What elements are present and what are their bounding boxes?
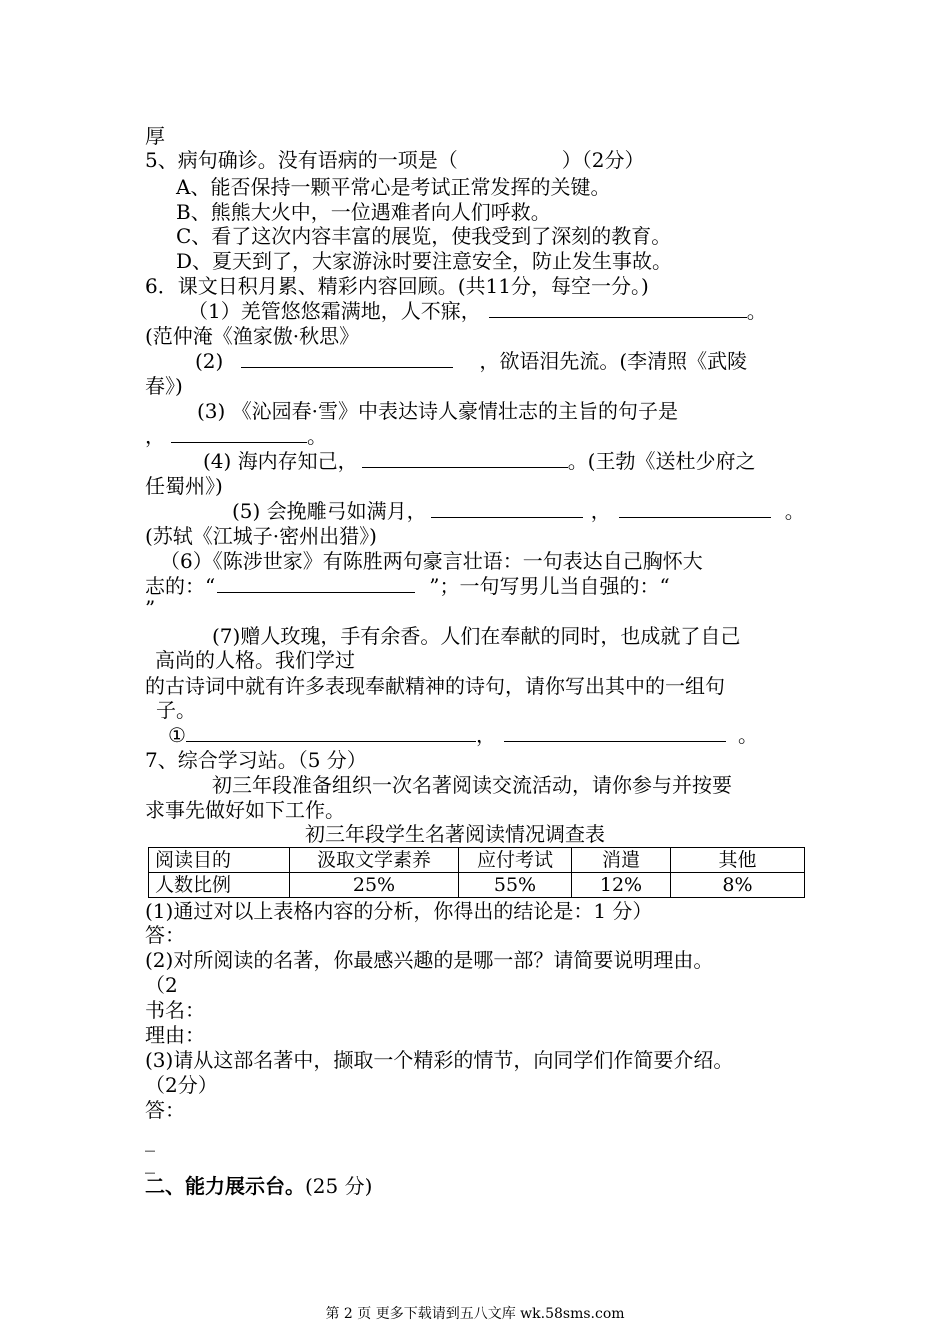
q6-7-cont: 高尚的人格。我们学过 [155, 648, 355, 672]
q6-item-4 [203, 449, 756, 473]
question-6-stem: 6．课文日积月累、精彩内容回顾。(共11分，每空一分。) [145, 274, 649, 298]
answer-blank[interactable] [362, 449, 568, 468]
table-cell: 其他 [671, 848, 805, 873]
table-caption: 初三年段学生名著阅读情况调查表 [305, 822, 605, 846]
answer-label: 答： [145, 923, 185, 947]
question-5-stem [145, 148, 644, 172]
q6-7-cont2: 的古诗词中就有许多表现奉献精神的诗句，请你写出其中的一组句 [145, 674, 725, 698]
q7-sub-3: (3)请从这部名著中，撷取一个精彩的情节，向同学们作简要介绍。 [145, 1048, 734, 1072]
line-fragment: 厚 [145, 124, 165, 148]
q6-5-text: (5) 会挽雕弓如满月， [232, 499, 427, 523]
q6-6-text: 志的：“ [145, 574, 216, 598]
q6-5-comma: ， [590, 499, 611, 523]
q6-4-text: (4) 海内存知己， [203, 449, 358, 473]
q6-item-3: (3) 《沁园春·雪》中表达诗人豪情壮志的主旨的句子是 [197, 399, 679, 423]
answer-blank[interactable] [186, 723, 476, 742]
q6-item-5 [232, 499, 805, 523]
q7-sub-1: (1)通过对以上表格内容的分析，你得出的结论是：1 分） [145, 899, 653, 923]
q6-7-cont3: 子。 [156, 698, 196, 722]
answer-blank[interactable] [504, 723, 726, 742]
q7-sub-3-score: （2分） [145, 1073, 218, 1097]
answer-blank[interactable] [171, 424, 307, 443]
q6-2-num: (2) [195, 349, 224, 373]
q6-1-end: 。 [746, 299, 767, 323]
q6-7-comma: ， [475, 723, 496, 747]
answer-blank[interactable] [241, 349, 453, 368]
table-cell: 25% [290, 873, 459, 898]
q6-5-source: (苏轼《江城子·密州出猎》) [145, 524, 377, 548]
q6-1-source: (范仲淹《渔家傲·秋思》 [145, 324, 360, 348]
q6-item-6: （6）《陈涉世家》有陈胜两句豪言壮语：一句表达自己胸怀大 [160, 549, 703, 573]
answer-blank[interactable] [619, 499, 771, 518]
table-cell: 55% [459, 873, 572, 898]
q6-4-source-cont: 任蜀州》) [145, 474, 223, 498]
table-cell: 8% [671, 873, 805, 898]
circled-one: ① [168, 723, 186, 747]
book-name-label: 书名： [145, 998, 205, 1022]
q6-6-answer [145, 574, 670, 598]
answer-blank[interactable] [217, 574, 415, 593]
q6-6-text2: ”；一句写男儿当自强的：“ [429, 574, 670, 598]
survey-table [148, 847, 805, 898]
q6-item-7: (7)赠人玫瑰，手有余香。人们在奉献的同时，也成就了自己 [212, 624, 741, 648]
table-cell: 应付考试 [459, 848, 572, 873]
q6-7-answer [168, 723, 758, 747]
reason-label: 理由： [145, 1023, 205, 1047]
q6-7-end: 。 [737, 723, 758, 747]
q6-item-2 [195, 349, 747, 373]
q6-6-close-quote: ” [145, 596, 156, 620]
q6-2-source: 春》) [145, 374, 183, 398]
table-cell: 12% [572, 873, 671, 898]
answer-label: 答： [145, 1098, 185, 1122]
table-cell: 消遣 [572, 848, 671, 873]
section-2-score: (25 分) [305, 1174, 373, 1198]
q6-3-comma: ， [145, 424, 165, 448]
option-d: D、夏天到了，大家游泳时要注意安全，防止发生事故。 [176, 249, 673, 273]
q6-2-text: ，欲语泪先流。(李清照《武陵 [479, 349, 748, 373]
table-cell: 阅读目的 [149, 848, 290, 873]
table-row [149, 873, 805, 898]
underscore-mark: _ [145, 1128, 155, 1152]
q5-score: ）（2分） [561, 148, 645, 172]
q6-4-source: 。(王勃《送杜少府之 [567, 449, 756, 473]
q6-3-end: 。 [307, 424, 327, 448]
answer-blank[interactable] [431, 499, 583, 518]
q7-intro: 初三年段准备组织一次名著阅读交流活动，请你参与并按要 [212, 773, 732, 797]
table-row [149, 848, 805, 873]
q7-sub-2-score: （2 [145, 973, 178, 997]
page-footer: 第 2 页 更多下载请到五八文库 wk.58sms.com [325, 1306, 625, 1322]
q7-intro-cont: 求事先做好如下工作。 [145, 798, 345, 822]
table-cell: 人数比例 [149, 873, 290, 898]
q6-item-1 [188, 299, 767, 323]
section-2-heading [145, 1174, 372, 1198]
option-c: C、看了这次内容丰富的展览，使我受到了深刻的教育。 [176, 224, 672, 248]
section-2-title: 二、能力展示台。 [145, 1174, 305, 1198]
q5-text: 5、病句确诊。没有语病的一项是（ [145, 148, 458, 172]
underscore-mark: _ [145, 1150, 155, 1174]
q6-1-text: （1）羌管悠悠霜满地，人不寐， [188, 299, 481, 323]
q6-5-end: 。 [784, 499, 805, 523]
option-b: B、熊熊大火中，一位遇难者向人们呼救。 [176, 200, 551, 224]
question-7-stem: 7、综合学习站。（5 分） [145, 748, 367, 772]
answer-blank[interactable] [489, 299, 747, 318]
q6-3-answer [145, 424, 327, 448]
option-a: A、能否保持一颗平常心是考试正常发挥的关键。 [176, 175, 611, 199]
answer-blank[interactable] [458, 149, 562, 167]
table-cell: 汲取文学素养 [290, 848, 459, 873]
q7-sub-2: (2)对所阅读的名著，你最感兴趣的是哪一部？请简要说明理由。 [145, 948, 714, 972]
